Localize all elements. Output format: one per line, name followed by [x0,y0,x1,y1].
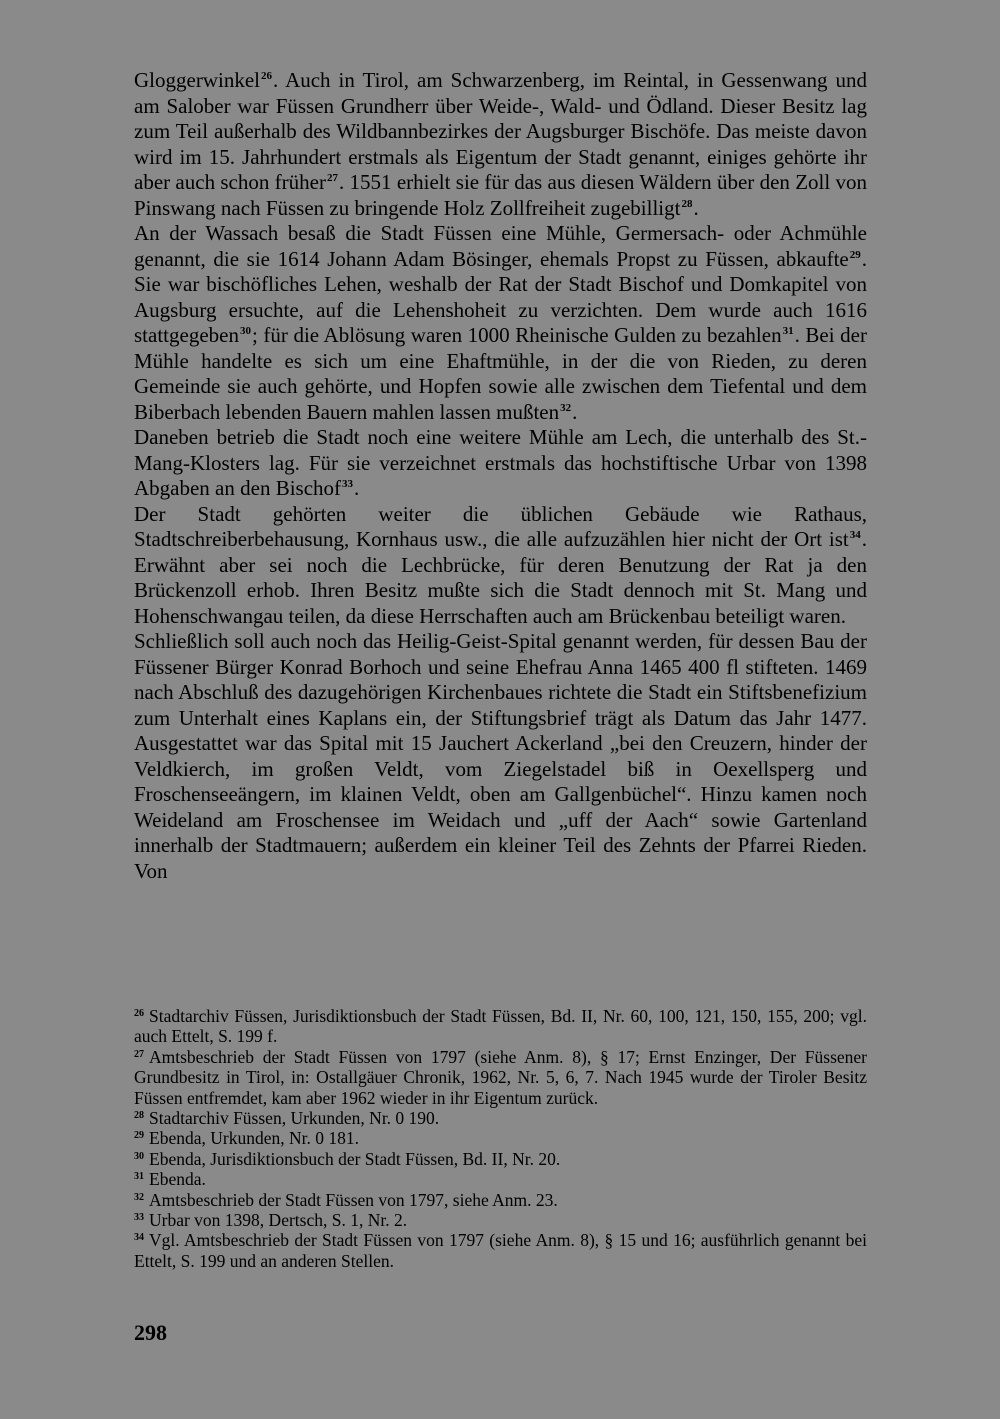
paragraph-text: ; für die Ablösung waren 1000 Rheinische Gulden zu bezahlen [251,323,782,347]
footnote-number: 32 [134,1191,144,1203]
footnote-text: Ebenda, Urkunden, Nr. 0 181. [149,1128,359,1149]
paragraph-text: . Auch in Tirol, am Schwarzenberg, im Reintal, in Gessenwang und am Salober war Füssen Grundherr über Weide-, Wald- und Ödland. Dieser Besitz lag zum Teil außerhalb des Wildbannbezirkes der Augsburger Bischöfe. Das meiste davon wird im 15. Jahrhundert erstmals als Eigentum der Stadt genannt, einiges gehörte ihr aber auch schon früher [134,68,867,194]
footnote-marker: 31 [782,325,794,337]
footnote-number: 26 [134,1008,144,1019]
paragraph-text: . 1551 erhielt sie für das aus diesen Wäldern über den Zoll von Pinswang nach Füssen zu bringende Holz Zollfreiheit zugebilligt [134,170,867,220]
footnote-text: Ebenda. [149,1169,206,1190]
paragraph-text: . Bei der Mühle handelte es sich um eine Ehaftmühle, in der die von Rieden, zu deren Gemeinde sie auch gehörte, und Hopfen sowie alle zwischen dem Tiefental und dem Biberbach lebenden Bauern mahlen lassen mußten [134,323,867,424]
footnote-marker: 33 [342,478,354,490]
footnote [134,1169,867,1189]
paragraph [134,68,867,221]
footnote-text: Urbar von 1398, Dertsch, S. 1, Nr. 2. [149,1210,408,1231]
footnote-marker: 29 [849,248,861,261]
paragraph-text: . Erwähnt aber sei noch die Lechbrücke, für deren Benutzung der Rat ja den Brückenzoll erhob. Ihren Besitz mußte sich die Stadt dennoch mit St. Mang und Hohenschwangau teilen, da diese Herrschaften auch am Brückenbau beteiligt waren. [134,527,867,628]
footnote-number: 34 [134,1232,144,1244]
footnote-number: 30 [134,1150,144,1162]
paragraph-text: . [572,399,578,424]
paragraph-text: . Sie war bischöfliches Lehen, weshalb der Rat der Stadt Bischof und Domkapitel von Augsburg ersuchte, auf die Lehenshoheit zu verzichten. Dem wurde auch 1616 stattgegeben [134,246,867,347]
paragraph-text: . [693,195,699,220]
footnote [134,1047,867,1108]
footnote [134,1190,867,1210]
footnote [134,1210,867,1230]
footnote-number: 27 [134,1048,144,1060]
footnote-marker: 30 [239,325,251,337]
footnote-text: Amtsbeschrieb der Stadt Füssen von 1797, siehe Anm. 23. [149,1189,558,1210]
paragraph [134,425,867,502]
paragraph-text: . [354,476,360,500]
footnote [134,1006,867,1047]
footnote-marker: 28 [681,197,693,210]
page-number: 298 [134,1320,167,1345]
footnote-marker: 32 [560,401,572,414]
footnote [134,1149,867,1169]
footnote-number: 28 [134,1110,144,1122]
footnote-number: 29 [134,1130,144,1142]
footnote-marker: 26 [260,70,272,82]
body-text [134,68,867,884]
paragraph-text: Schließlich soll auch noch das Heilig-Geist-Spital genannt werden, für dessen Bau der Füssener Bürger Konrad Borhoch und seine Ehefrau Anna 1465 400 fl stifteten. 1469 nach Abschluß des dazugehörigen Kirchenbaues richtete die Stadt ein Stiftsbenefizium zum Unterhalt eines Kaplans ein, der Stiftungsbrief trägt als Datum das Jahr 1477. Ausgestattet war das Spital mit 15 Jauchert Ackerland „bei den Creuzern, hinder der Veldkierch, im großen Veldt, vom Ziegelstadel biß in Oexellsperg und Froschenseeängern, im klainen Veldt, oben am Gallgenbüchel“. Hinzu kamen noch Weideland am Froschensee im Weidach und „uff der Aach“ sowie Gartenland innerhalb der Stadtmauern; außerdem ein kleiner Teil des Zehnts der Pfarrei Rieden. Von [134,629,867,883]
footnote-text: Ebenda, Jurisdiktionsbuch der Stadt Füssen, Bd. II, Nr. 20. [149,1148,561,1169]
paragraph-text: Gloggerwinkel [134,68,260,92]
paragraph [134,629,867,884]
footnote-marker: 34 [849,529,861,541]
footnote-number: 33 [134,1212,144,1224]
footnote-text: Vgl. Amtsbeschrieb der Stadt Füssen von 1797 (siehe Anm. 8), § 15 und 16; ausführlich genannt bei Ettelt, S. 199 und an anderen Stellen. [134,1230,867,1271]
footnotes-section [134,1006,867,1271]
footnote-text: Stadtarchiv Füssen, Urkunden, Nr. 0 190. [149,1108,440,1129]
footnote-text: Stadtarchiv Füssen, Jurisdiktionsbuch der Stadt Füssen, Bd. II, Nr. 60, 100, 121, 150, 155, 200; vgl. auch Ettelt, S. 199 f. [134,1006,867,1047]
paragraph-text: Der Stadt gehörten weiter die üblichen Gebäude wie Rathaus, Stadtschreiberbehausung, Kornhaus usw., die alle aufzuzählen hier nicht der Ort ist [134,501,867,551]
paragraph [134,221,867,425]
footnote [134,1128,867,1148]
footnote [134,1230,867,1271]
paragraph-text: Daneben betrieb die Stadt noch eine weitere Mühle am Lech, die unterhalb des St.-Mang-Klosters lag. Für sie verzeichnet erstmals das hochstiftische Urbar von 1398 Abgaben an den Bischof [134,425,867,500]
footnote-marker: 27 [326,172,338,184]
paragraph-text: An der Wassach besaß die Stadt Füssen eine Mühle, Germersach- oder Achmühle genannt, die sie 1614 Johann Adam Bösinger, ehemals Propst zu Füssen, abkaufte [134,221,867,271]
footnote-number: 31 [134,1171,144,1183]
footnote [134,1108,867,1128]
footnote-text: Amtsbeschrieb der Stadt Füssen von 1797 (siehe Anm. 8), § 17; Ernst Enzinger, Der Füssener Grundbesitz in Tirol, in: Ostallgäuer Chronik, 1962, Nr. 5, 6, 7. Nach 1945 wurde der Tiroler Besitz Füssen entfremdet, kam aber 1962 wieder in ihr Eigentum zurück. [134,1046,867,1108]
paragraph [134,502,867,630]
